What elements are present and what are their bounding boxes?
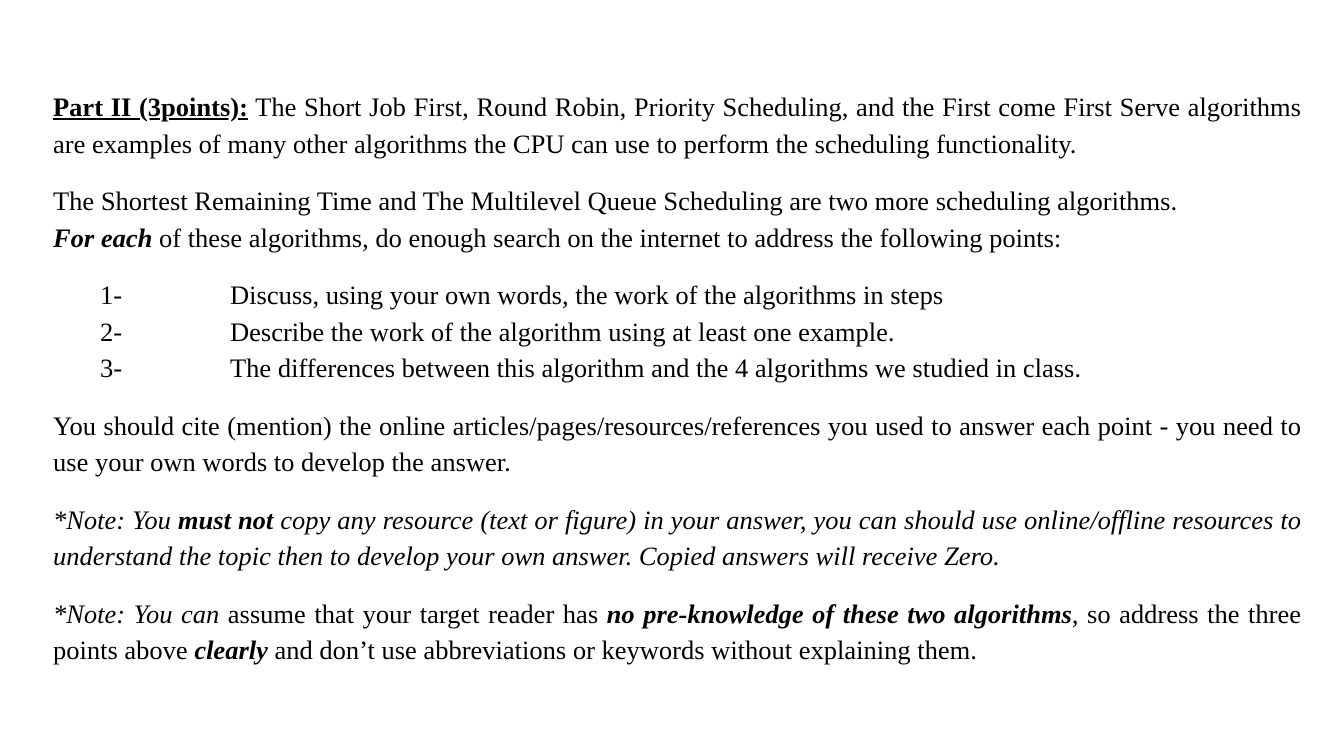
no-pre-knowledge-emphasis: no pre-knowledge of these two algorithms (606, 598, 1072, 629)
list-item-number: 2- (100, 316, 123, 347)
list-item-text: The differences between this algorithm and the 4 algorithms we studied in class. (230, 353, 1081, 383)
note-reader-paragraph (53, 596, 1301, 669)
points-list (53, 277, 1301, 387)
assignment-document (53, 89, 1301, 669)
list-item (53, 314, 1301, 351)
cite-paragraph: You should cite (mention) the online articles/pages/resources/references you used to answer each point - you need to use your own words to develop the answer. (53, 410, 1301, 477)
must-not-emphasis: must not (177, 504, 274, 535)
note2-assume: assume that your target reader has (219, 598, 607, 629)
list-item-text: Discuss, using your own words, the work of the algorithms in steps (230, 280, 944, 310)
clearly-emphasis: clearly (194, 635, 268, 665)
list-item-number: 1- (100, 280, 123, 310)
note2-start: *Note: You can (53, 598, 220, 629)
part2-paragraph (53, 89, 1301, 162)
note1-rest: copy any resource (text or figure) in your answer, you can should use online/offline resources to understand the topic then to develop your own answer. Copied answers will receive Zero. (53, 504, 1301, 571)
list-item (53, 350, 1301, 387)
note2-address: , so address the three points above (53, 598, 1301, 665)
for-each-emphasis: For each (53, 222, 153, 253)
note-copying-paragraph (53, 502, 1301, 575)
note2-end: and don’t use abbreviations or keywords without explaining them. (267, 635, 977, 665)
algorithms-instruction: of these algorithms, do enough search on the internet to address the following points: (152, 222, 1062, 253)
list-item (53, 277, 1301, 314)
note1-start: *Note: You (53, 504, 178, 535)
part2-heading: Part II (3points): (53, 92, 248, 122)
part2-intro: The Short Job First, Round Robin, Priority Scheduling, and the First come First Serve algorithms are examples of many other algorithms the CPU can use to perform the scheduling functionality. (53, 92, 1301, 159)
list-item-number: 3- (100, 353, 123, 383)
algorithms-sentence: The Shortest Remaining Time and The Multilevel Queue Scheduling are two more scheduling algorithms. (53, 186, 1178, 216)
list-item-text: Describe the work of the algorithm using at least one example. (230, 316, 895, 347)
algorithms-paragraph (53, 183, 1301, 256)
